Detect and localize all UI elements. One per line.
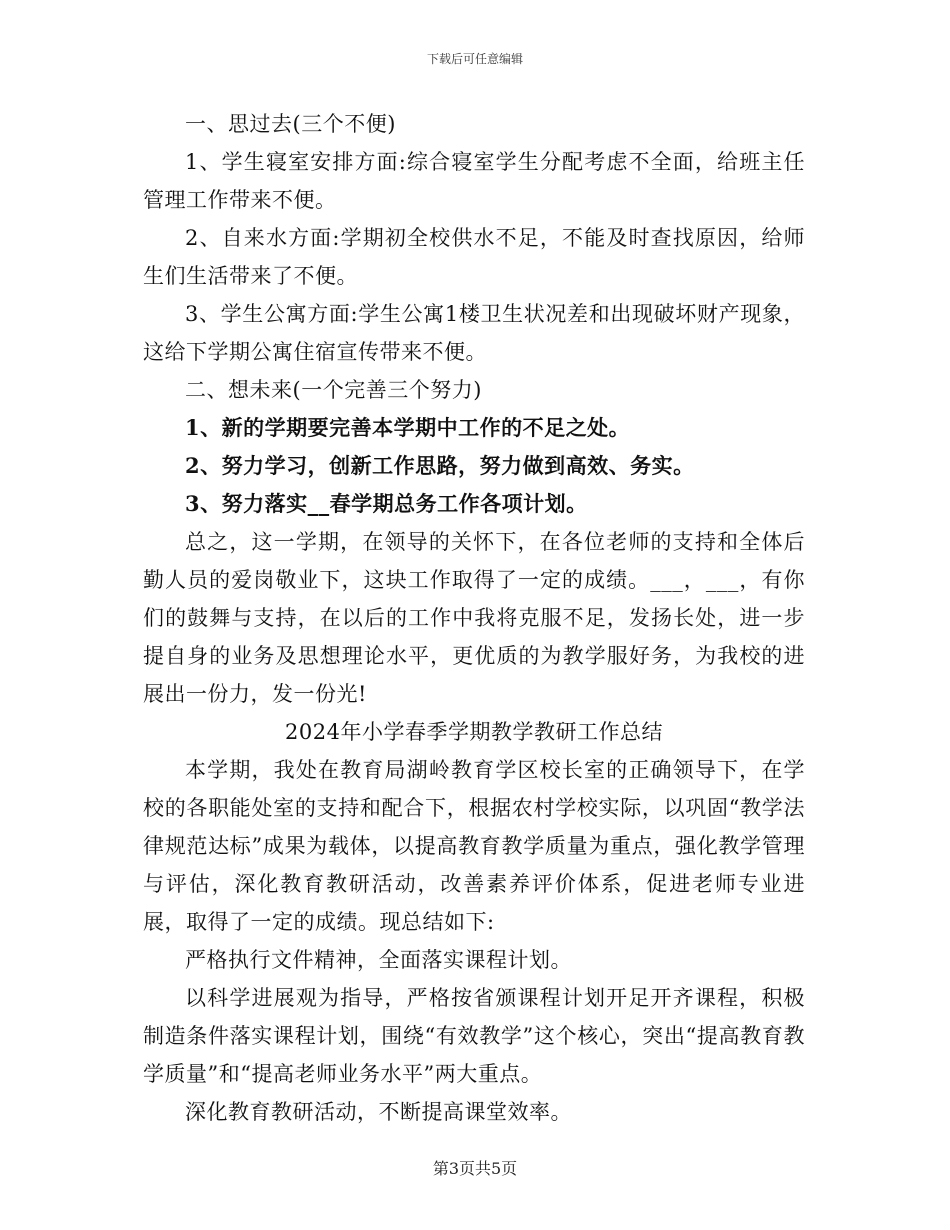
article-paragraph-3: 以科学进展观为指导，严格按省颁课程计划开足开齐课程，积极制造条件落实课程计划，围绕“有效教学”这个核心，突出“提高教育教学质量”和“提高老师业务水平”两大重点。 [143,986,805,1086]
page-number: 第3页共5页 [432,1159,518,1178]
document-body [143,105,805,1131]
article-paragraph-1: 本学期，我处在教育局湖岭教育学区校长室的正确领导下，在学校的各职能处室的支持和配合下，根据农村学校实际，以巩固“教学法律规范达标”成果为载体，以提高教育教学质量为重点，强化教学管理与评估，深化教育教研活动，改善素养评价体系，促进老师专业进展，取得了一定的成绩。现总结如下: [143,758,805,934]
article-paragraph-4: 深化教育教研活动，不断提高课堂效率。 [185,1100,572,1124]
article-paragraph-2: 严格执行文件精神，全面落实课程计划。 [185,948,572,972]
section1-item-3: 3、学生公寓方面:学生公寓1楼卫生状况差和出现破坏财产现象，这给下学期公寓住宿宣传带来不便。 [143,302,805,364]
section1-heading: 一、思过去(三个不便) [185,112,396,136]
section2-item-2: 2、努力学习，创新工作思路，努力做到高效、务实。 [185,453,695,478]
article-title: 2024年小学春季学期教学教研工作总结 [285,720,663,744]
section2-item-1: 1、新的学期要完善本学期中工作的不足之处。 [185,415,631,440]
section2-item-3: 3、努力落实__春学期总务工作各项计划。 [185,491,588,516]
section2-heading: 二、想未来(一个完善三个努力) [185,378,482,402]
section1-item-1: 1、学生寝室安排方面:综合寝室学生分配考虑不全面，给班主任管理工作带来不便。 [143,150,805,212]
conclusion-paragraph: 总之，这一学期，在领导的关怀下，在各位老师的支持和全体后勤人员的爱岗敬业下，这块工作取得了一定的成绩。___，___，有你们的鼓舞与支持，在以后的工作中我将克服不足，发扬长处，进一步提自身的业务及思想理论水平，更优质的为教学服好务，为我校的进展出一份力，发一份光! [143,530,805,706]
section1-item-2: 2、自来水方面:学期初全校供水不足，不能及时查找原因，给师生们生活带来了不便。 [143,226,805,288]
header-note: 下载后可任意编辑 [426,52,523,66]
